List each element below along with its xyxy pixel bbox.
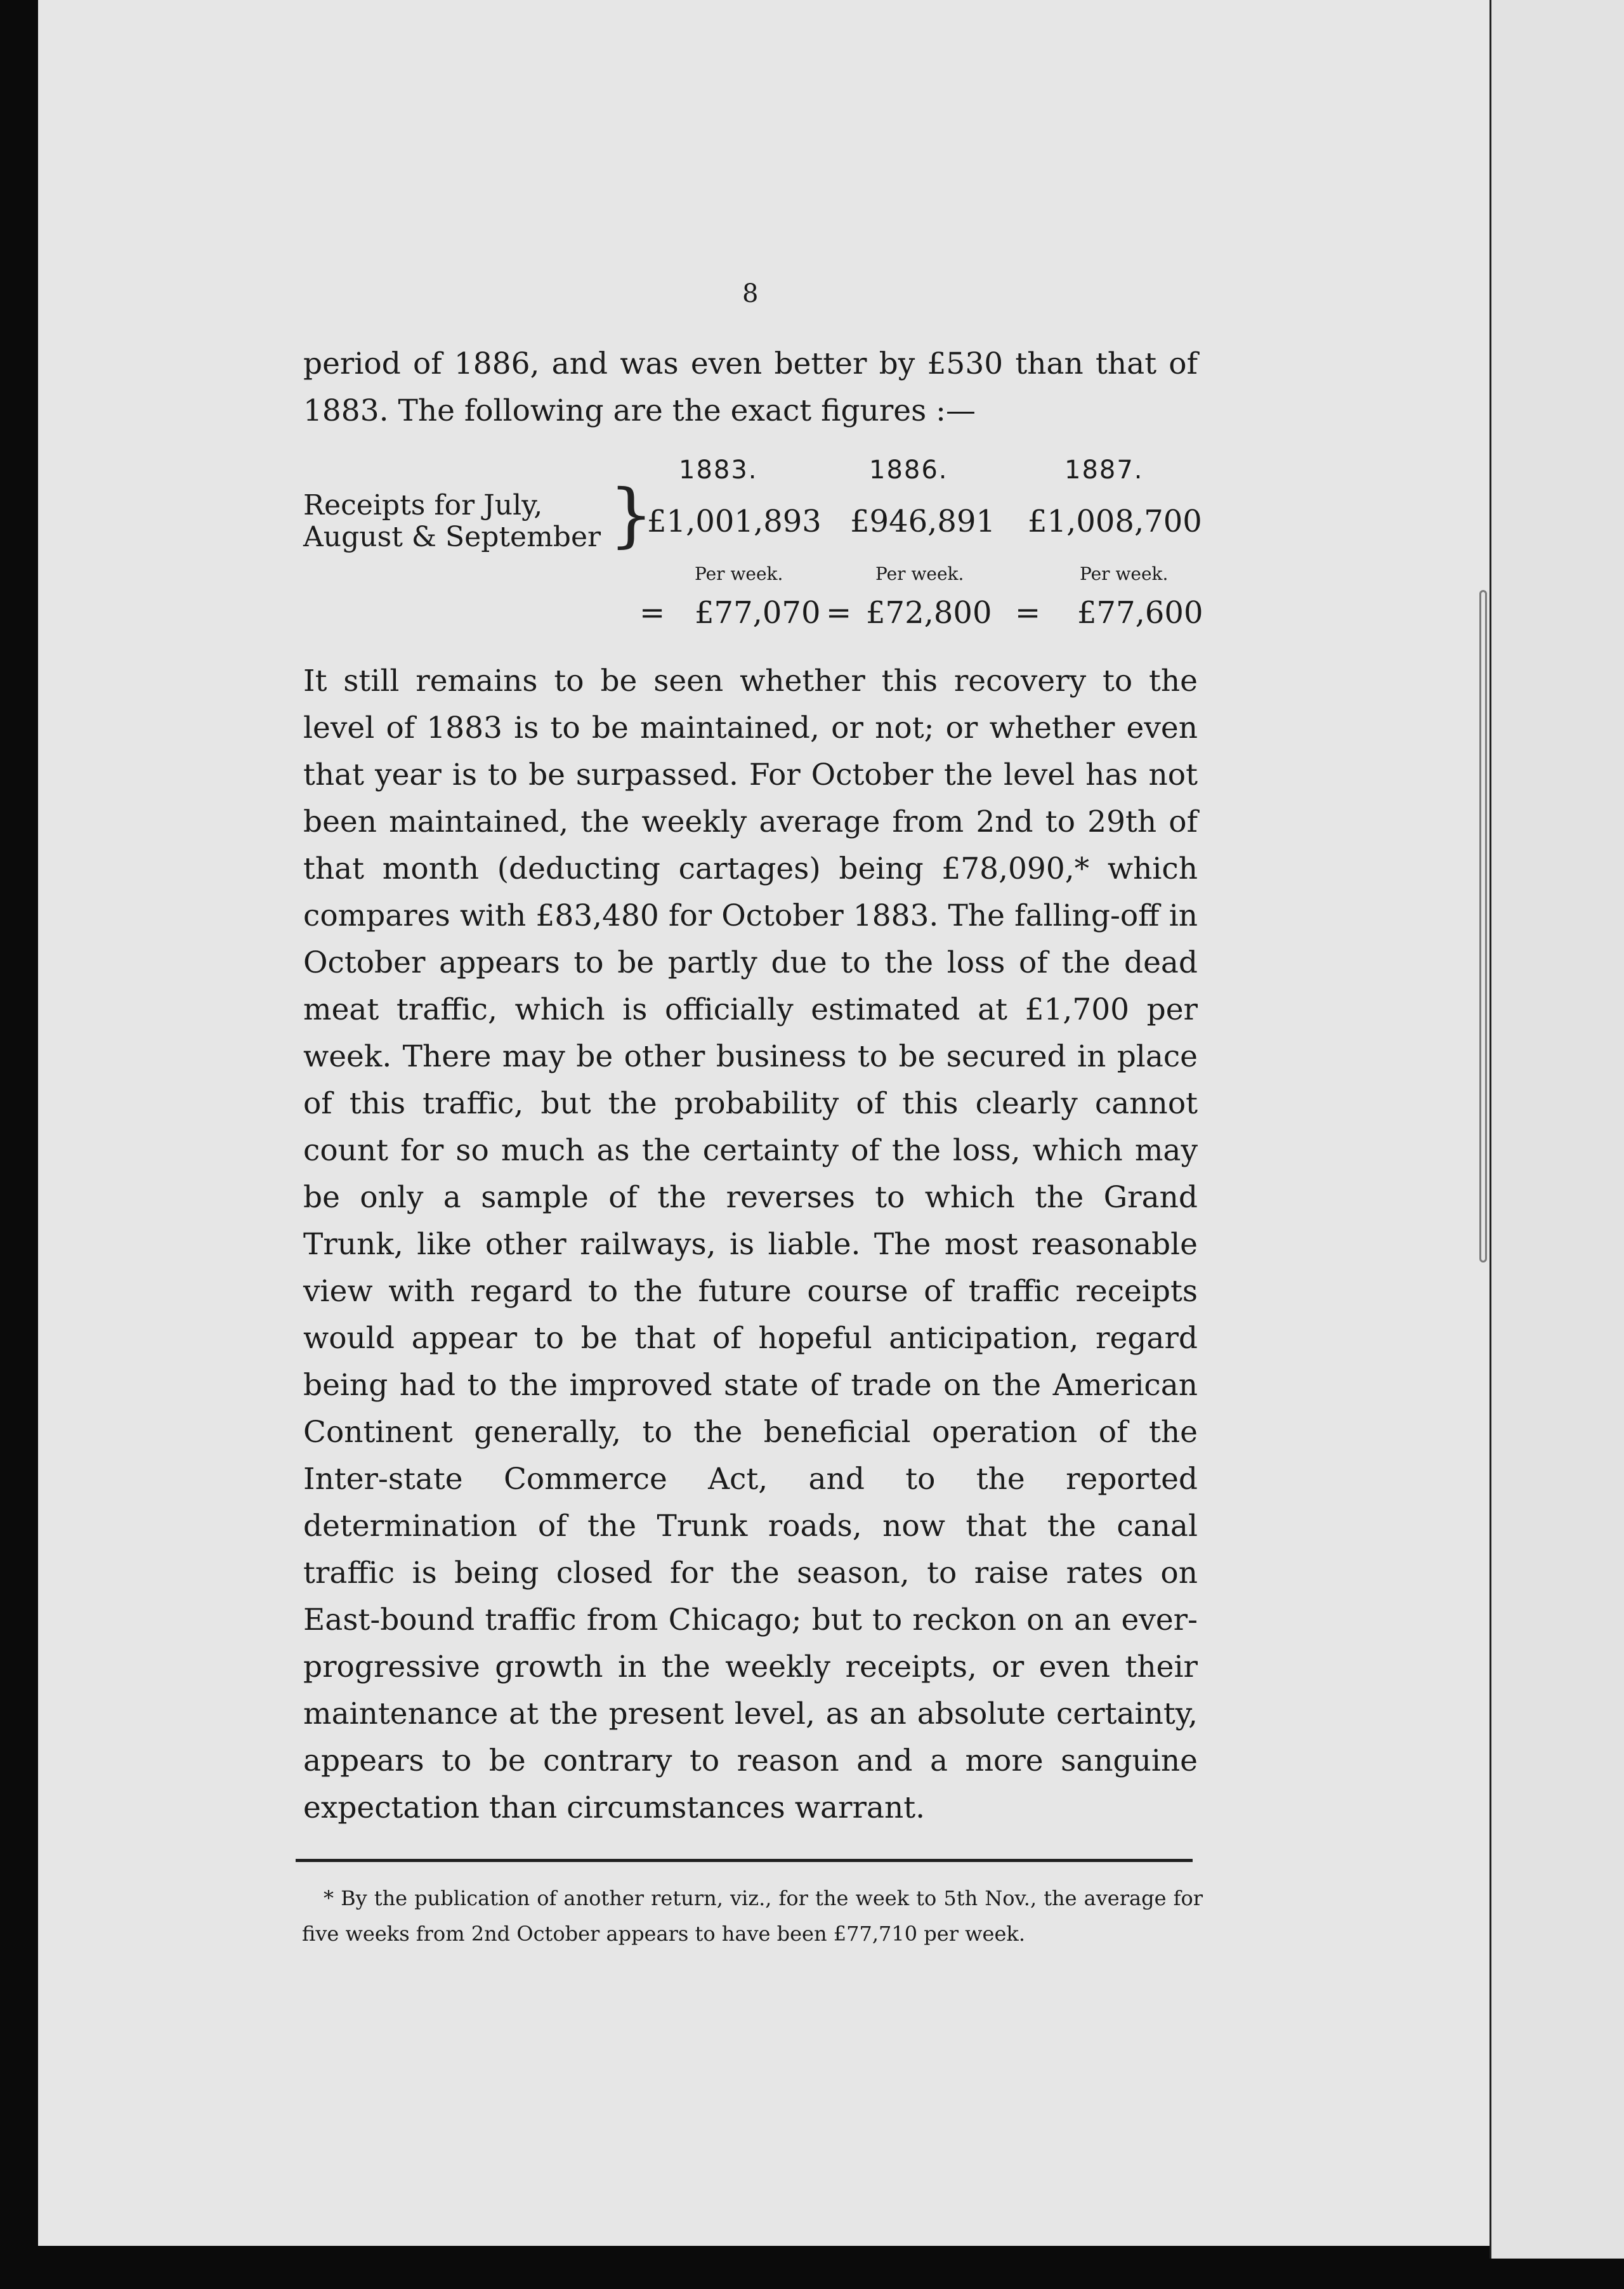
footnote-mark: * [324, 1886, 334, 1910]
total-amount: £946,891 [850, 504, 996, 539]
footnote-text: By the publication of another return, viz., for the week to 5th Nov., the average for five weeks from 2nd October appears to have been £77,710 per week. [302, 1886, 1203, 1946]
receipts-table [298, 456, 1205, 639]
year-header: 1887. [1064, 456, 1144, 485]
weekly-amount: £77,600 [1077, 595, 1203, 631]
facing-page-edge [1490, 0, 1624, 2259]
footnote [302, 1880, 1203, 1951]
equals-sign: = [639, 595, 665, 631]
per-week-label: Per week. [1080, 563, 1169, 584]
weekly-amount: £77,070 [695, 595, 821, 631]
year-header: 1883. [679, 456, 758, 485]
page-fold-mark [1479, 590, 1487, 1263]
total-amount: £1,001,893 [647, 504, 822, 539]
footnote-rule [296, 1859, 1193, 1862]
row-label-line: Receipts for July, [303, 489, 543, 521]
row-label-line: August & September [303, 521, 601, 553]
total-amount: £1,008,700 [1028, 504, 1202, 539]
equals-sign: = [826, 595, 852, 631]
paragraph-intro: period of 1886, and was even better by £530 than that of 1883. The following are the exact figures :— [303, 346, 1198, 428]
page-number: 8 [742, 279, 759, 308]
year-header: 1886. [869, 456, 948, 485]
row-label [303, 490, 601, 553]
per-week-label: Per week. [875, 563, 964, 584]
brace-icon: } [609, 474, 653, 555]
weekly-amount: £72,800 [866, 595, 992, 631]
per-week-label: Per week. [695, 563, 783, 584]
paragraph-body: It still remains to be seen whether this recovery to the level of 1883 is to be maintained, or not; or whether even that year is to be surpassed. For October the level has not been maintained, the weekly average from 2nd to 29th of that month (deducting cartages) being £78,090,* which compares with £83,480 for October 1883. The falling-off in October appears to be partly due to the loss of the dead meat traffic, which is officially estimated at £1,700 per week. There may be other business to be secured in place of this traffic, but the probability of this clearly cannot count for so much as the certainty of the loss, which may be only a sample of the reverses to which the Grand Trunk, like other railways, is liable. The most reasonable view with regard to the future course of traffic receipts would appear to be that of hopeful anticipation, regard being had to the improved state of trade on the American Continent generally, to the beneficial operation of the Inter-state Commerce Act, and to the reported determination of the Trunk roads, now that the canal traffic is being closed for the season, to raise rates on East-bound traffic from Chicago; but to reckon on an ever-progressive growth in the weekly receipts, or even their maintenance at the present level, as an absolute certainty, appears to be contrary to reason and a more sanguine expectation than circumstances warrant. [303, 664, 1198, 1825]
equals-sign: = [1015, 595, 1041, 631]
